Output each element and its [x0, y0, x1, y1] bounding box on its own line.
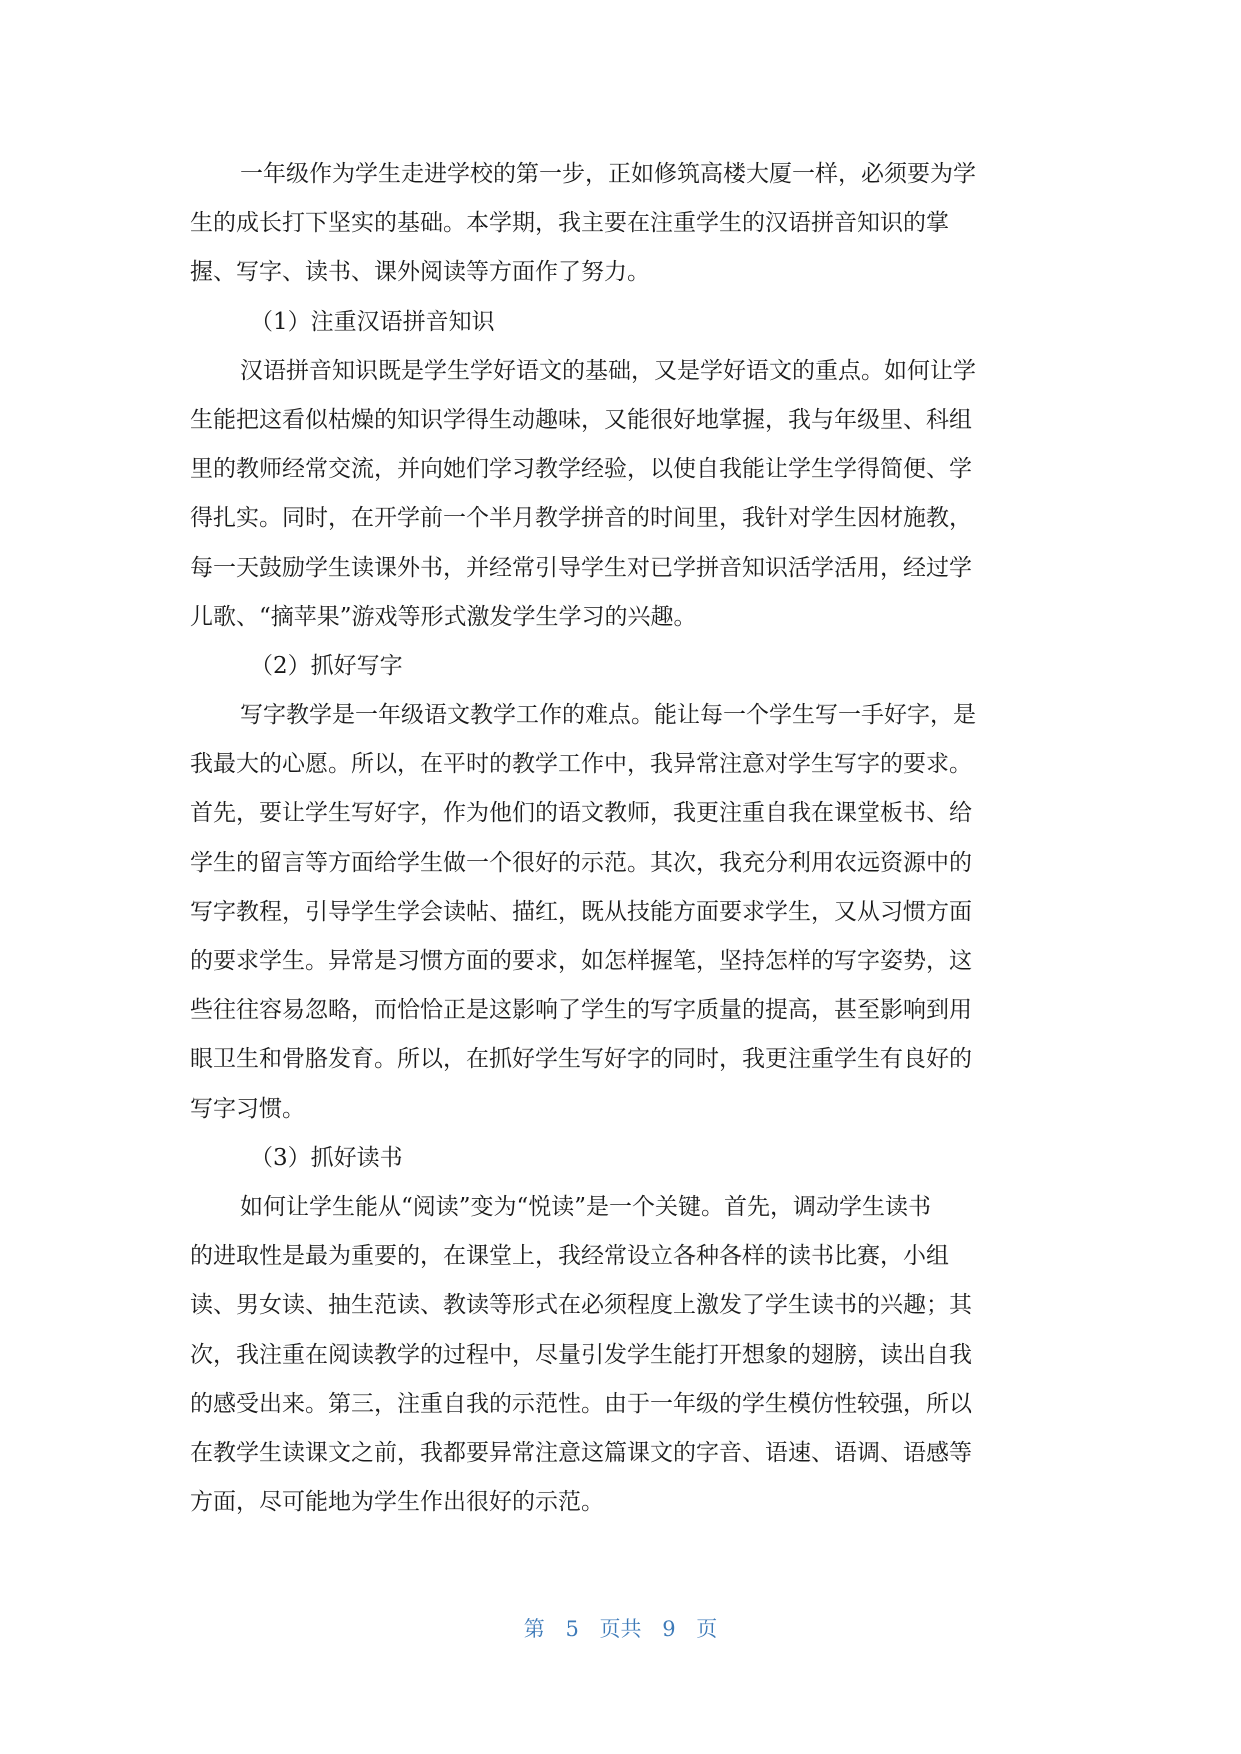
text-line: 每一天鼓励学生读课外书，并经常引导学生对已学拼音知识活学活用，经过学: [190, 554, 972, 581]
text-line: 生能把这看似枯燥的知识学得生动趣味，又能很好地掌握，我与年级里、科组: [190, 406, 972, 433]
text-line: 眼卫生和骨胳发育。所以，在抓好学生写好字的同时，我更注重学生有良好的: [190, 1046, 972, 1073]
text-line: 在教学生读课文之前，我都要异常注意这篇课文的字音、语速、语调、语感等: [190, 1439, 972, 1466]
text-line: 里的教师经常交流，并向她们学习教学经验，以使自我能让学生学得简便、学: [190, 456, 972, 483]
footer-total-pages: 9: [662, 1617, 676, 1641]
section-heading: （1）注重汉语拼音知识: [250, 308, 495, 335]
text-line: 写字习惯。: [190, 1095, 305, 1122]
text-line: 汉语拼音知识既是学生学好语文的基础，又是学好语文的重点。如何让学: [240, 357, 976, 384]
text-line: 握、写字、读书、课外阅读等方面作了努力。: [190, 259, 650, 286]
text-line: 的进取性是最为重要的，在课堂上，我经常设立各种各样的读书比赛，小组: [190, 1243, 949, 1270]
footer-prefix: 第: [523, 1617, 545, 1641]
section-heading: （2）抓好写字: [250, 652, 403, 679]
text-line: 首先，要让学生写好字，作为他们的语文教师，我更注重自我在课堂板书、给: [190, 800, 972, 827]
text-line: 儿歌、“摘苹果”游戏等形式激发学生学习的兴趣。: [190, 603, 697, 630]
text-line: 如何让学生能从“阅读”变为“悦读”是一个关键。首先，调动学生读书: [240, 1193, 932, 1220]
text-line: 写字教学是一年级语文教学工作的难点。能让每一个学生写一手好字，是: [240, 702, 976, 729]
section-heading: （3）抓好读书: [250, 1144, 403, 1171]
page-footer: [0, 1613, 1241, 1643]
text-line: 些往往容易忽略，而恰恰正是这影响了学生的写字质量的提高，甚至影响到用: [190, 997, 972, 1024]
footer-current-page: 5: [565, 1617, 579, 1641]
text-line: 次，我注重在阅读教学的过程中，尽量引发学生能打开想象的翅膀，读出自我: [190, 1341, 972, 1368]
footer-middle: 页共: [599, 1617, 642, 1641]
text-line: 的感受出来。第三，注重自我的示范性。由于一年级的学生模仿性较强，所以: [190, 1390, 972, 1417]
text-line: 学生的留言等方面给学生做一个很好的示范。其次，我充分利用农远资源中的: [190, 849, 972, 876]
footer-suffix: 页: [696, 1617, 718, 1641]
text-line: 生的成长打下坚实的基础。本学期，我主要在注重学生的汉语拼音知识的掌: [190, 210, 949, 237]
text-line: 的要求学生。异常是习惯方面的要求，如怎样握笔，坚持怎样的写字姿势，这: [190, 948, 972, 974]
text-line: 我最大的心愿。所以，在平时的教学工作中，我异常注意对学生写字的要求。: [190, 751, 972, 778]
text-line: 写字教程，引导学生学会读帖、描红，既从技能方面要求学生，又从习惯方面: [190, 898, 972, 925]
document-body: [190, 150, 1048, 1527]
text-line: 读、男女读、抽生范读、教读等形式在必须程度上激发了学生读书的兴趣；其: [190, 1292, 972, 1319]
text-line: 一年级作为学生走进学校的第一步，正如修筑高楼大厦一样，必须要为学: [240, 161, 976, 187]
text-line: 得扎实。同时，在开学前一个半月教学拼音的时间里，我针对学生因材施教，: [190, 505, 972, 532]
text-line: 方面，尽可能地为学生作出很好的示范。: [190, 1489, 604, 1516]
